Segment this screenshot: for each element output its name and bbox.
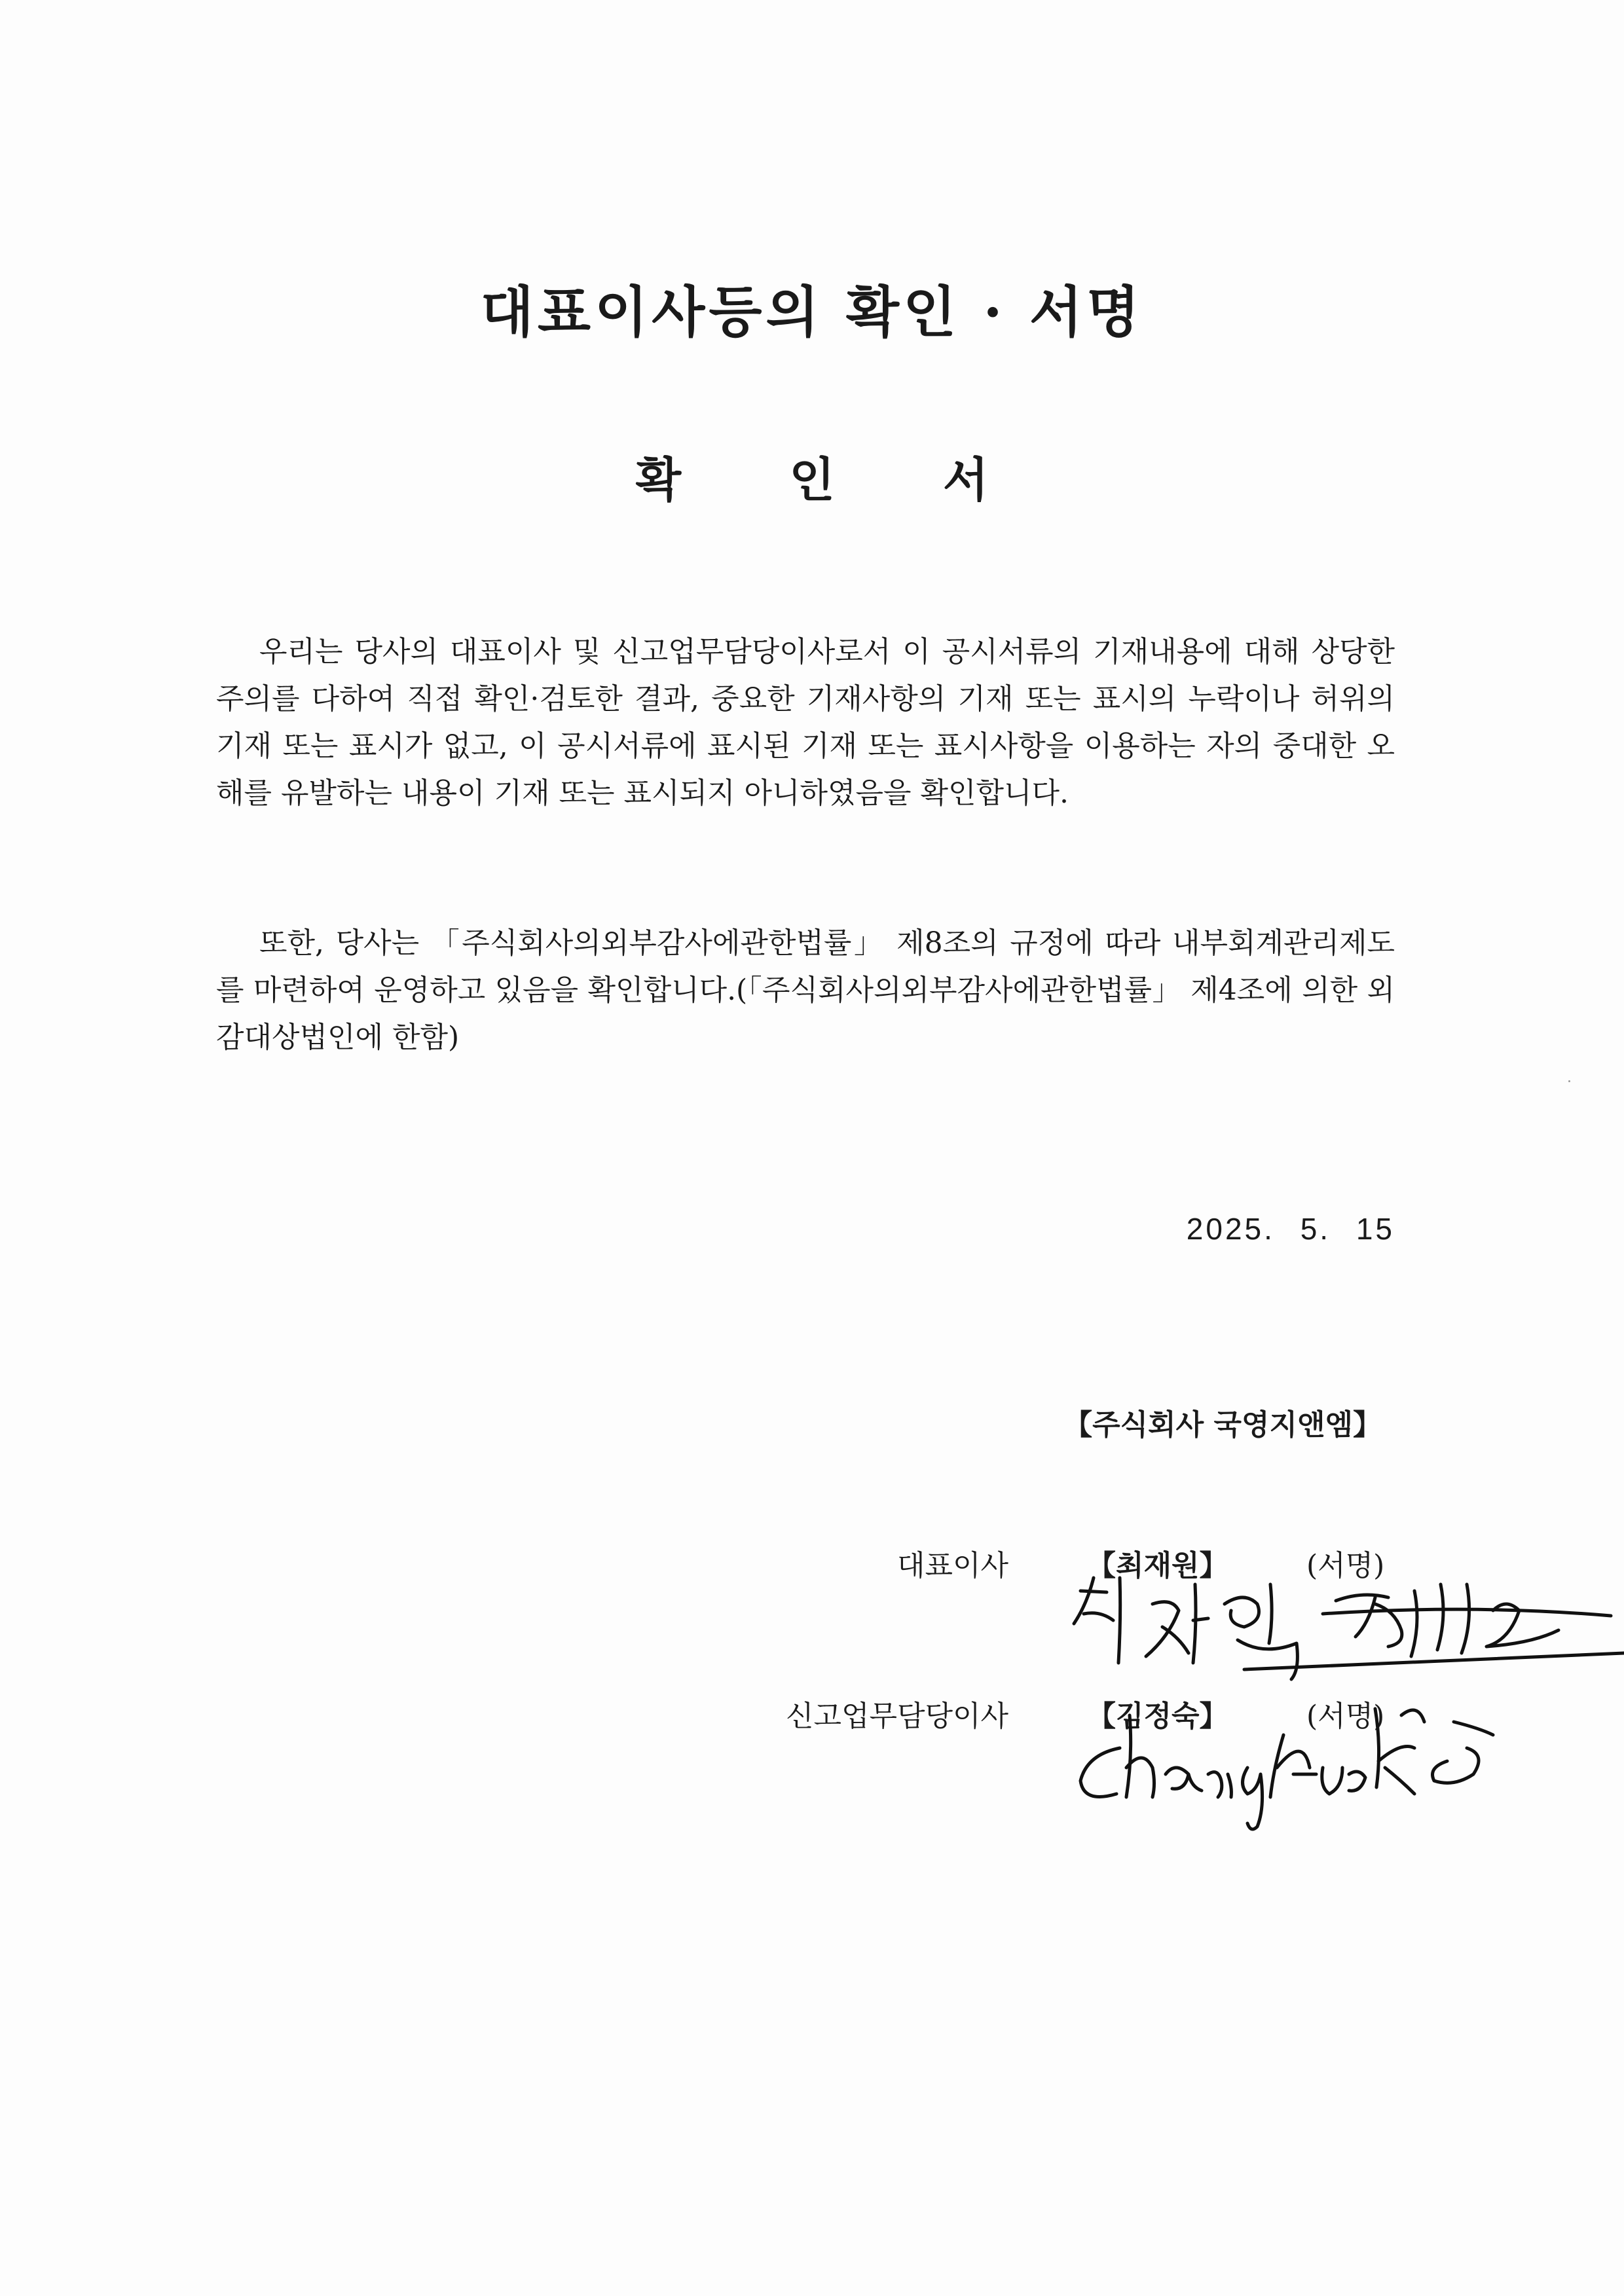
signatory-role: 신고업무담당이사 — [785, 1700, 1008, 1733]
body-paragraph-1: 우리는 당사의 대표이사 및 신고업무담당이사로서 이 공시서류의 기재내용에 대해 상당한 주의를 다하여 직접 확인·검토한 결과, 중요한 기재사항의 기재 또는 표시의 누락이나 허위의 기재 또는 표시가 없고, 이 공시서류에 표시된 기재 또는 표시사항을 이용하는 자의 중대한 오해를 유발하는 내용이 기재 또는 표시되지 아니하였음을 확인합니다. — [216, 635, 1395, 810]
body-paragraph-2: 또한, 당사는 「주식회사의외부감사에관한법률」 제8조의 규정에 따라 내부회계관리제도를 마련하여 운영하고 있음을 확인합니다.(「주식회사의외부감사에관한법률」 제4조에 의한 외감대상법인에 한함) — [216, 926, 1395, 1054]
signature-label: (서명) — [1306, 1549, 1385, 1582]
signatory-role: 대표이사 — [896, 1549, 1008, 1582]
scan-speck — [1568, 1080, 1570, 1082]
document-subtitle: 확 인 서 — [635, 452, 1035, 507]
document-title: 대표이사등의 확인 · 서명 — [480, 280, 1144, 344]
document-date: 2025. 5. 15 — [1186, 1212, 1395, 1246]
signatory-name: 【김정숙】 — [1087, 1700, 1228, 1733]
signatory-name: 【최재원】 — [1087, 1549, 1228, 1582]
handwritten-signature-disclosure-officer — [1061, 1676, 1519, 1833]
company-name: 【주식회사 국영지앤엠】 — [1063, 1408, 1382, 1442]
signature-label: (서명) — [1306, 1700, 1385, 1733]
